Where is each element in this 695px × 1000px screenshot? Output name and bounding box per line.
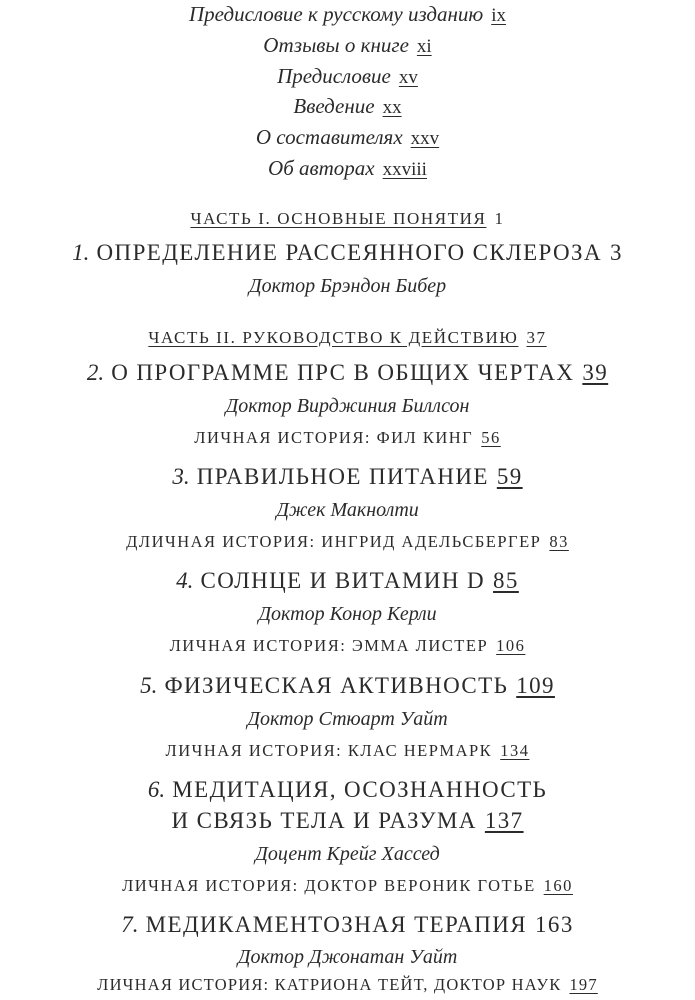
chapter-author: Доктор Джонатан Уайт xyxy=(237,946,458,968)
page-number: xv xyxy=(398,67,418,88)
toc-personal-story[interactable]: ЛИЧНАЯ ИСТОРИЯ: КЛАС НЕРМАРК 134 xyxy=(165,741,530,760)
toc-chapter-7[interactable]: 7. МЕДИКАМЕНТОЗНАЯ ТЕРАПИЯ 163 xyxy=(121,912,574,937)
toc-entry-reviews[interactable]: Отзывы о книге xi xyxy=(263,33,432,57)
page-number: 37 xyxy=(526,328,547,347)
page-number: 83 xyxy=(549,532,569,551)
chapter-author: Джек Макнолти xyxy=(276,499,419,521)
page-number: 85 xyxy=(493,568,519,593)
page-number: 3 xyxy=(609,240,623,265)
chapter-author: Доцент Крейг Хассед xyxy=(255,843,440,865)
chapter-author: Доктор Брэндон Бибер xyxy=(248,275,447,297)
toc-part-2[interactable]: ЧАСТЬ II. РУКОВОДСТВО К ДЕЙСТВИЮ 37 xyxy=(148,328,547,347)
page-number: 56 xyxy=(481,428,501,447)
page-number: 163 xyxy=(535,912,574,937)
page-number: 160 xyxy=(543,876,573,895)
toc-part-1[interactable]: ЧАСТЬ I. ОСНОВНЫЕ ПОНЯТИЯ 1 xyxy=(190,209,505,228)
toc-chapter-6-line-2[interactable]: И СВЯЗЬ ТЕЛА И РАЗУМА 137 xyxy=(171,808,524,833)
page-number: ix xyxy=(491,5,506,26)
chapter-author: Доктор Вирджиния Биллсон xyxy=(225,395,470,417)
toc-chapter-4[interactable]: 4. СОЛНЦЕ И ВИТАМИН D 85 xyxy=(176,568,519,593)
page-number: 1 xyxy=(494,209,505,228)
toc-chapter-1[interactable]: 1. ОПРЕДЕЛЕНИЕ РАССЕЯННОГО СКЛЕРОЗА 3 xyxy=(72,240,623,265)
toc-personal-story[interactable]: ЛИЧНАЯ ИСТОРИЯ: ФИЛ КИНГ 56 xyxy=(194,428,501,447)
toc-personal-story[interactable]: ДЛИЧНАЯ ИСТОРИЯ: ИНГРИД АДЕЛЬСБЕРГЕР 83 xyxy=(126,532,569,551)
chapter-author: Доктор Стюарт Уайт xyxy=(247,708,448,730)
page-number: 59 xyxy=(496,464,523,489)
toc-personal-story[interactable]: ЛИЧНАЯ ИСТОРИЯ: КАТРИОНА ТЕЙТ, ДОКТОР НАУК 197 xyxy=(97,975,598,994)
page-number: xx xyxy=(382,97,402,118)
toc-chapter-3[interactable]: 3. ПРАВИЛЬНОЕ ПИТАНИЕ 59 xyxy=(172,464,523,489)
toc-personal-story[interactable]: ЛИЧНАЯ ИСТОРИЯ: ЭММА ЛИСТЕР 106 xyxy=(169,636,526,655)
toc-entry-compilers[interactable]: О составителях xxv xyxy=(255,125,440,149)
toc-chapter-5[interactable]: 5. ФИЗИЧЕСКАЯ АКТИВНОСТЬ 109 xyxy=(140,673,555,698)
page-number: 109 xyxy=(516,673,555,698)
toc-personal-story[interactable]: ЛИЧНАЯ ИСТОРИЯ: ДОКТОР ВЕРОНИК ГОТЬЕ 160 xyxy=(122,876,573,895)
toc-entry-authors[interactable]: Об авторах xxviii xyxy=(268,156,427,180)
page-number: xxviii xyxy=(382,159,427,180)
page-number: 134 xyxy=(500,741,530,760)
page-number: 39 xyxy=(582,360,609,385)
page-number: 197 xyxy=(569,975,598,994)
toc-chapter-6[interactable]: 6. МЕДИТАЦИЯ, ОСОЗНАННОСТЬ xyxy=(147,777,548,802)
chapter-author: Доктор Конор Керли xyxy=(258,603,437,625)
toc-entry-preface-russian[interactable]: Предисловие к русскому изданию ix xyxy=(188,2,506,26)
page-number: xxv xyxy=(410,128,440,149)
page-number: 106 xyxy=(496,636,526,655)
page-number: 137 xyxy=(484,808,524,833)
toc-chapter-2[interactable]: 2. О ПРОГРАММЕ ПРС В ОБЩИХ ЧЕРТАХ 39 xyxy=(86,360,609,385)
page-number: xi xyxy=(416,36,432,57)
toc-entry-preface[interactable]: Предисловие xv xyxy=(277,64,418,88)
toc-entry-introduction[interactable]: Введение xx xyxy=(293,94,402,118)
